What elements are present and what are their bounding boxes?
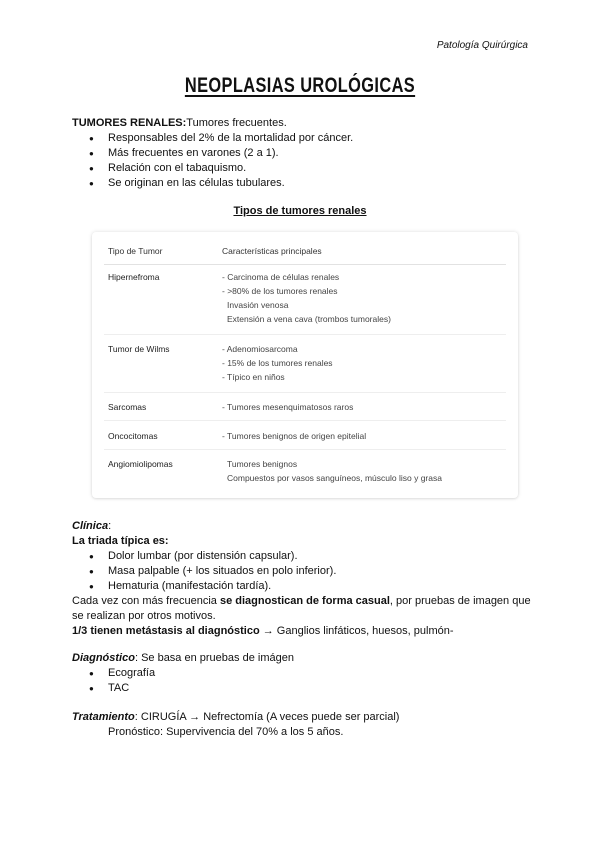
tumor-types-table [92, 232, 518, 498]
casual-bold: se diagnostican de forma casual [219, 595, 390, 607]
feature-line: - Adenomiosarcoma [222, 344, 298, 354]
feature-line: - Tumores mesenquimatosos raros [222, 402, 354, 412]
clinica-label: Clínica [72, 520, 109, 532]
tumor-features [222, 400, 353, 414]
feature-line: - >80% de los tumores renales [222, 286, 338, 296]
clinica-heading [72, 519, 532, 534]
metastasis-text: → Ganglios linfáticos, huesos, pulmón- [259, 625, 454, 637]
list-item: ● Más frecuentes en varones (2 a 1). [72, 146, 532, 161]
diagnostico-section [72, 651, 532, 696]
tratamiento-section [72, 710, 532, 740]
triad-bullets [72, 549, 532, 594]
feature-line: - 15% de los tumores renales [222, 358, 333, 368]
intro-line [72, 116, 532, 131]
tumor-name: Oncocitomas [108, 431, 158, 441]
column-header-type: Tipo de Tumor [108, 246, 163, 256]
list-item: ● Ecografía [72, 666, 532, 681]
feature-line: Invasión venosa [227, 300, 289, 310]
list-item: ● Responsables del 2% de la mortalidad por cáncer. [72, 131, 532, 146]
diagnostico-label: Diagnóstico [72, 652, 135, 664]
tumor-name: Angiomiolipomas [108, 459, 173, 469]
tratamiento-line [72, 710, 532, 725]
intro-bullets [72, 131, 532, 191]
casual-pre: Cada vez con más frecuencia [72, 595, 220, 607]
row-divider [104, 449, 506, 450]
list-item: ● Dolor lumbar (por distensión capsular). [72, 549, 532, 564]
list-item: ● Hematuria (manifestación tardía). [72, 579, 532, 594]
intro-section [72, 116, 532, 191]
tratamiento-label: Tratamiento [72, 711, 135, 723]
table-title: Tipos de tumores renales [233, 205, 367, 217]
tratamiento-text: : CIRUGÍA → Nefrectomía (A veces puede ser parcial) [134, 711, 400, 723]
casual-paragraph [72, 594, 532, 624]
clinica-section [72, 519, 532, 639]
page-title: NEOPLASIAS UROLÓGICAS [184, 74, 416, 97]
list-item: ● Se originan en las células tubulares. [72, 176, 532, 191]
row-divider [104, 334, 506, 335]
triad-label: La triada típica es: [72, 535, 169, 547]
diagnostico-line [72, 651, 532, 666]
pronostico-line: Pronóstico: Supervivencia del 70% a los 5 años. [108, 726, 344, 738]
diagnostico-text: : Se basa en pruebas de imágen [134, 652, 294, 664]
tumor-features [222, 429, 366, 443]
feature-line: Compuestos por vasos sanguíneos, músculo liso y grasa [227, 473, 442, 483]
tumor-name: Sarcomas [108, 402, 147, 412]
row-divider [104, 392, 506, 393]
metastasis-line [72, 624, 532, 639]
row-divider [104, 420, 506, 421]
clinica-colon: : [108, 520, 112, 532]
page-header: Patología Quirúrgica [436, 40, 528, 51]
feature-line: - Carcinoma de células renales [222, 272, 340, 282]
feature-line: - Típico en niños [222, 372, 285, 382]
tumor-name: Hipernefroma [108, 272, 160, 282]
feature-line: Extensión a vena cava (trombos tumorales) [227, 314, 391, 324]
metastasis-bold: 1/3 tienen metástasis al diagnóstico [72, 625, 260, 637]
feature-line: - Tumores benignos de origen epitelial [222, 431, 367, 441]
list-item: ● Relación con el tabaquismo. [72, 161, 532, 176]
diagnostico-bullets [72, 666, 532, 696]
tumor-name: Tumor de Wilms [108, 344, 170, 354]
column-header-features: Características principales [222, 246, 322, 256]
list-item: ● TAC [72, 681, 532, 696]
intro-label: TUMORES RENALES: [72, 117, 187, 129]
header-divider [104, 264, 506, 265]
tumor-features [222, 457, 442, 485]
feature-line: Tumores benignos [227, 459, 298, 469]
casual-post: , por pruebas de imagen que se realizan por otros motivos. [72, 595, 531, 622]
tumor-features [222, 342, 333, 384]
intro-text: Tumores frecuentes. [186, 117, 287, 129]
tumor-features [222, 270, 391, 326]
list-item: ● Masa palpable (+ los situados en polo inferior). [72, 564, 532, 579]
